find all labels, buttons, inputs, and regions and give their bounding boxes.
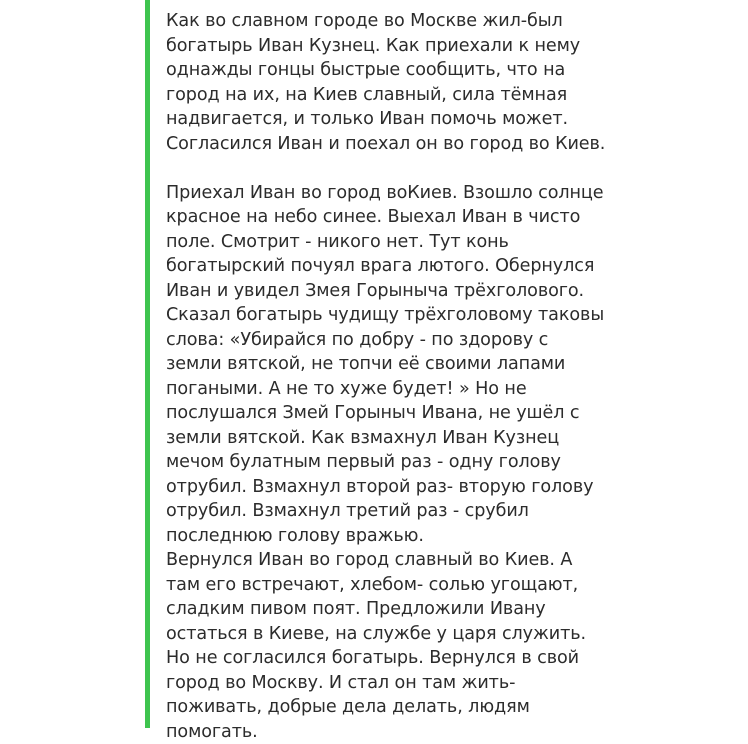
text-line: богатырь Иван Кузнец. Как приехали к нему <box>166 34 596 59</box>
text-line: город во Москву. И стал он там жить- <box>166 671 596 696</box>
text-line: последнюю голову вражью. <box>166 524 596 549</box>
text-line: Иван и увидел Змея Горыныча трёхголового. <box>166 279 596 304</box>
text-line: надвигается, и только Иван помочь может. <box>166 107 596 132</box>
text-line: сладким пивом поят. Предложили Ивану <box>166 597 596 622</box>
paragraph-2 <box>166 181 596 549</box>
story-text-block <box>166 9 596 744</box>
text-line: поле. Смотрит - никого нет. Тут конь <box>166 230 596 255</box>
text-line: погаными. А не то хуже будет! » Но не <box>166 377 596 402</box>
text-line: Приехал Иван во город воКиев. Взошло солнце <box>166 181 596 206</box>
text-line: поживать, добрые дела делать, людям <box>166 695 596 720</box>
text-line: мечом булатным первый раз - одну голову <box>166 450 596 475</box>
text-line: красное на небо синее. Выехал Иван в чисто <box>166 205 596 230</box>
text-line: слова: «Убирайся по добру - по здорову с <box>166 328 596 353</box>
text-line: остаться в Киеве, на службе у царя служить. <box>166 622 596 647</box>
text-line: Сказал богатырь чудищу трёхголовому таковы <box>166 303 596 328</box>
text-line: Согласился Иван и поехал он во город во Киев. <box>166 132 596 157</box>
text-line: земли вятской, не топчи её своими лапами <box>166 352 596 377</box>
paragraph-3 <box>166 548 596 744</box>
text-line: отрубил. Взмахнул второй раз- вторую голову <box>166 475 596 500</box>
text-line: Но не согласился богатырь. Вернулся в свой <box>166 646 596 671</box>
text-line: город на их, на Киев славный, сила тёмная <box>166 83 596 108</box>
text-line: Как во славном городе во Москве жил-был <box>166 9 596 34</box>
text-line: послушался Змей Горыныч Ивана, не ушёл с <box>166 401 596 426</box>
text-line: отрубил. Взмахнул третий раз - срубил <box>166 499 596 524</box>
text-line: помогать. <box>166 720 596 744</box>
text-line: там его встречают, хлебом- солью угощают, <box>166 573 596 598</box>
text-line: земли вятской. Как взмахнул Иван Кузнец <box>166 426 596 451</box>
text-line: Вернулся Иван во город славный во Киев. А <box>166 548 596 573</box>
paragraph-1 <box>166 9 596 156</box>
quote-accent-bar <box>145 0 150 728</box>
text-line: богатырский почуял врага лютого. Обернулся <box>166 254 596 279</box>
text-line: однажды гонцы быстрые сообщить, что на <box>166 58 596 83</box>
